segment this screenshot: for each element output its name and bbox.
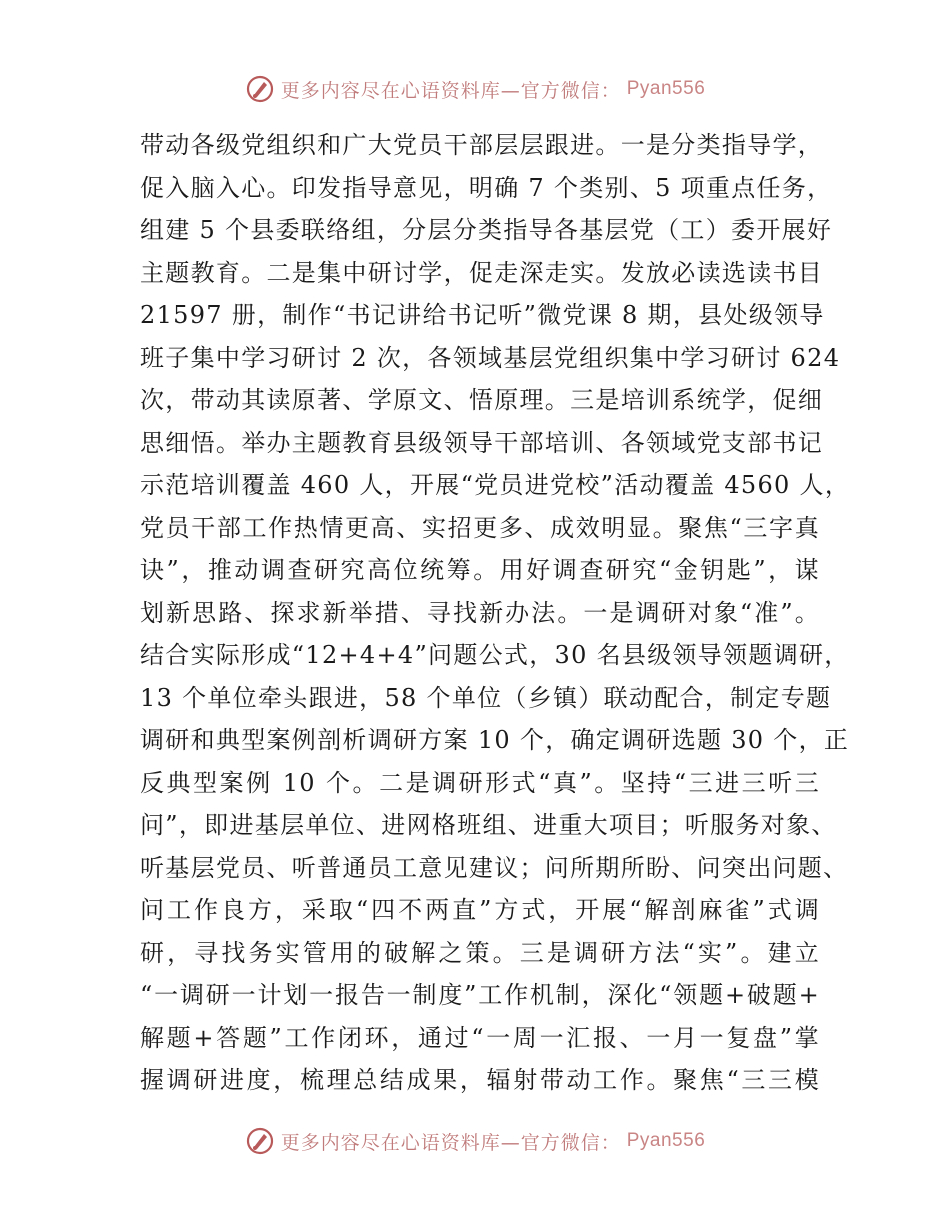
text-line: 13 个单位牵头跟进，58 个单位（乡镇）联动配合，制定专题	[140, 683, 832, 712]
watermark-wechat-id: Pyan556	[626, 78, 706, 99]
text-line: 问工作良方，采取“四不两直”方式，开展“解剖麻雀”式调	[140, 896, 820, 924]
watermark-wechat-id: Pyan556	[626, 1130, 706, 1151]
text-line: 组建 5 个县委联络组，分层分类指导各基层党（工）委开展好	[140, 216, 833, 244]
text-line: 划新思路、探求新举措、寻找新办法。一是调研对象“准”。	[140, 598, 820, 627]
text-line: 党员干部工作热情更高、实招更多、成效明显。聚焦“三字真	[140, 513, 820, 542]
document-body	[140, 124, 851, 1102]
text-line: 反典型案例 10 个。二是调研形式“真”。坚持“三进三听三	[140, 768, 820, 797]
watermark-text: 更多内容尽在心语资料库—官方微信：	[280, 1131, 621, 1154]
text-line: 结合实际形成“12+4+4”问题公式，30 名县级领导领题调研，	[140, 641, 850, 669]
text-line: 握调研进度，梳理总结成果，辐射带动工作。聚焦“三三模	[140, 1066, 820, 1094]
text-line: 研，寻找务实管用的破解之策。三是调研方法“实”。建立	[140, 938, 820, 967]
pen-nib-logo-icon	[245, 74, 275, 104]
text-line: 听基层党员、听普通员工意见建议；问所期所盼、问突出问题、	[140, 853, 849, 882]
text-line: 解题+答题”工作闭环，通过“一周一汇报、一月一复盘”掌	[140, 1023, 820, 1052]
text-line: “一调研一计划一报告一制度”工作机制，深化“领题+破题+	[140, 981, 820, 1009]
watermark-text: 更多内容尽在心语资料库—官方微信：	[280, 79, 621, 102]
text-line: 21597 册，制作“书记讲给书记听”微党课 8 期，县处级领导	[140, 301, 825, 329]
text-line: 问”，即进基层单位、进网格班组、进重大项目；听服务对象、	[140, 811, 837, 839]
text-line: 带动各级党组织和广大党员干部层层跟进。一是分类指导学，	[140, 131, 824, 159]
text-line: 主题教育。二是集中研讨学，促走深走实。发放必读选读书目	[140, 258, 824, 287]
text-line: 班子集中学习研讨 2 次，各领域基层党组织集中学习研讨 624	[140, 343, 841, 372]
pen-nib-logo-icon	[245, 1126, 275, 1156]
text-line: 次，带动其读原著、学原文、悟原理。三是培训系统学，促细	[140, 386, 824, 414]
text-line: 示范培训覆盖 460 人，开展“党员进党校”活动覆盖 4560 人，	[140, 471, 851, 499]
text-line: 诀”，推动调查研究高位统筹。用好调查研究“金钥匙”，谋	[140, 556, 820, 584]
footer-watermark	[0, 1126, 950, 1156]
header-watermark	[0, 74, 950, 104]
text-line: 调研和典型案例剖析调研方案 10 个，确定调研选题 30 个，正	[140, 726, 850, 754]
text-line: 思细悟。举办主题教育县级领导干部培训、各领域党支部书记	[140, 428, 824, 457]
text-line: 促入脑入心。印发指导意见，明确 7 个类别、5 项重点任务，	[140, 173, 833, 202]
